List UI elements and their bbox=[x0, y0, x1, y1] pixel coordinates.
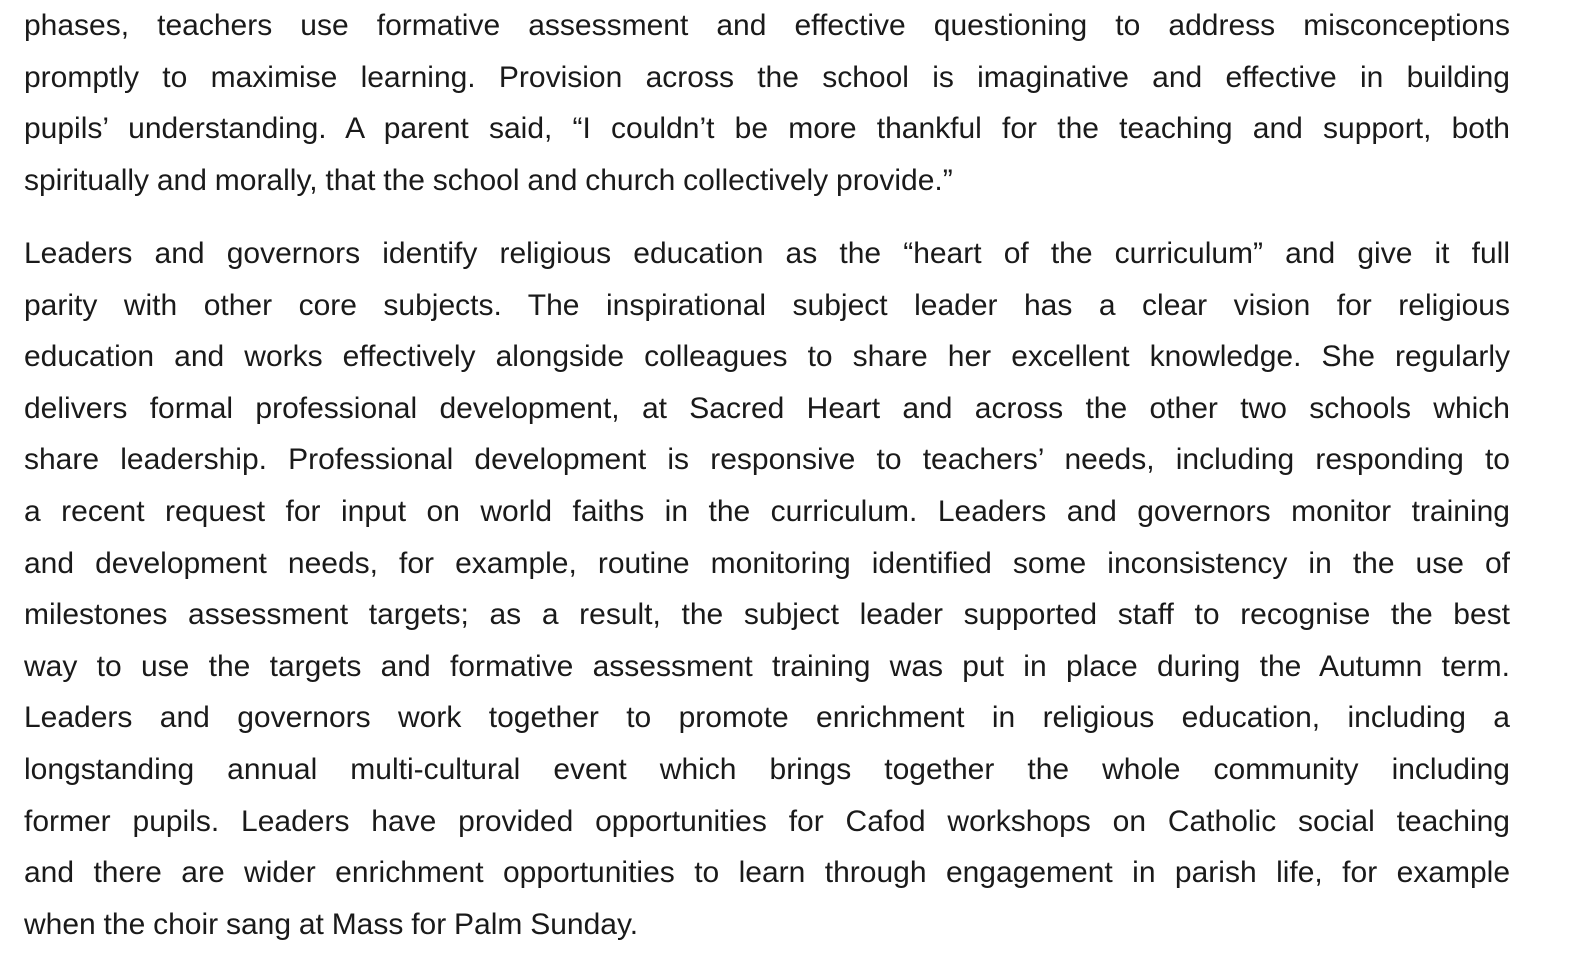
text-line: former pupils. Leaders have provided opportunities for Cafod workshops on Catholic social teaching bbox=[24, 804, 1510, 838]
text-line: way to use the targets and formative assessment training was put in place during the Autumn term. bbox=[24, 649, 1510, 683]
paragraph-leadership bbox=[24, 228, 1510, 950]
text-line: pupils’ understanding. A parent said, “I couldn’t be more thankful for the teaching and support, both bbox=[24, 112, 1510, 146]
text-line: a recent request for input on world faiths in the curriculum. Leaders and governors monitor training bbox=[24, 494, 1510, 528]
text-line: education and works effectively alongside colleagues to share her excellent knowledge. She regularly bbox=[24, 340, 1510, 374]
text-line: milestones assessment targets; as a result, the subject leader supported staff to recognise the best bbox=[24, 598, 1510, 632]
paragraph-teaching bbox=[24, 0, 1510, 206]
text-line: and development needs, for example, routine monitoring identified some inconsistency in the use of bbox=[24, 546, 1510, 580]
text-line: longstanding annual multi-cultural event which brings together the whole community including bbox=[24, 752, 1510, 786]
text-line: spiritually and morally, that the school and church collectively provide.” bbox=[24, 163, 953, 197]
text-line: phases, teachers use formative assessment and effective questioning to address misconceptions bbox=[24, 9, 1510, 42]
text-line: share leadership. Professional development is responsive to teachers’ needs, including responding to bbox=[24, 443, 1510, 477]
text-line: Leaders and governors identify religious education as the “heart of the curriculum” and give it full bbox=[24, 237, 1510, 270]
text-line: parity with other core subjects. The inspirational subject leader has a clear vision for religious bbox=[24, 288, 1510, 322]
text-line: promptly to maximise learning. Provision across the school is imaginative and effective in building bbox=[24, 60, 1510, 94]
text-line: and there are wider enrichment opportunities to learn through engagement in parish life, for example bbox=[24, 856, 1510, 890]
text-line: Leaders and governors work together to promote enrichment in religious education, including a bbox=[24, 701, 1510, 735]
text-line: when the choir sang at Mass for Palm Sunday. bbox=[24, 907, 639, 941]
text-line: delivers formal professional development, at Sacred Heart and across the other two schools which bbox=[24, 391, 1510, 425]
